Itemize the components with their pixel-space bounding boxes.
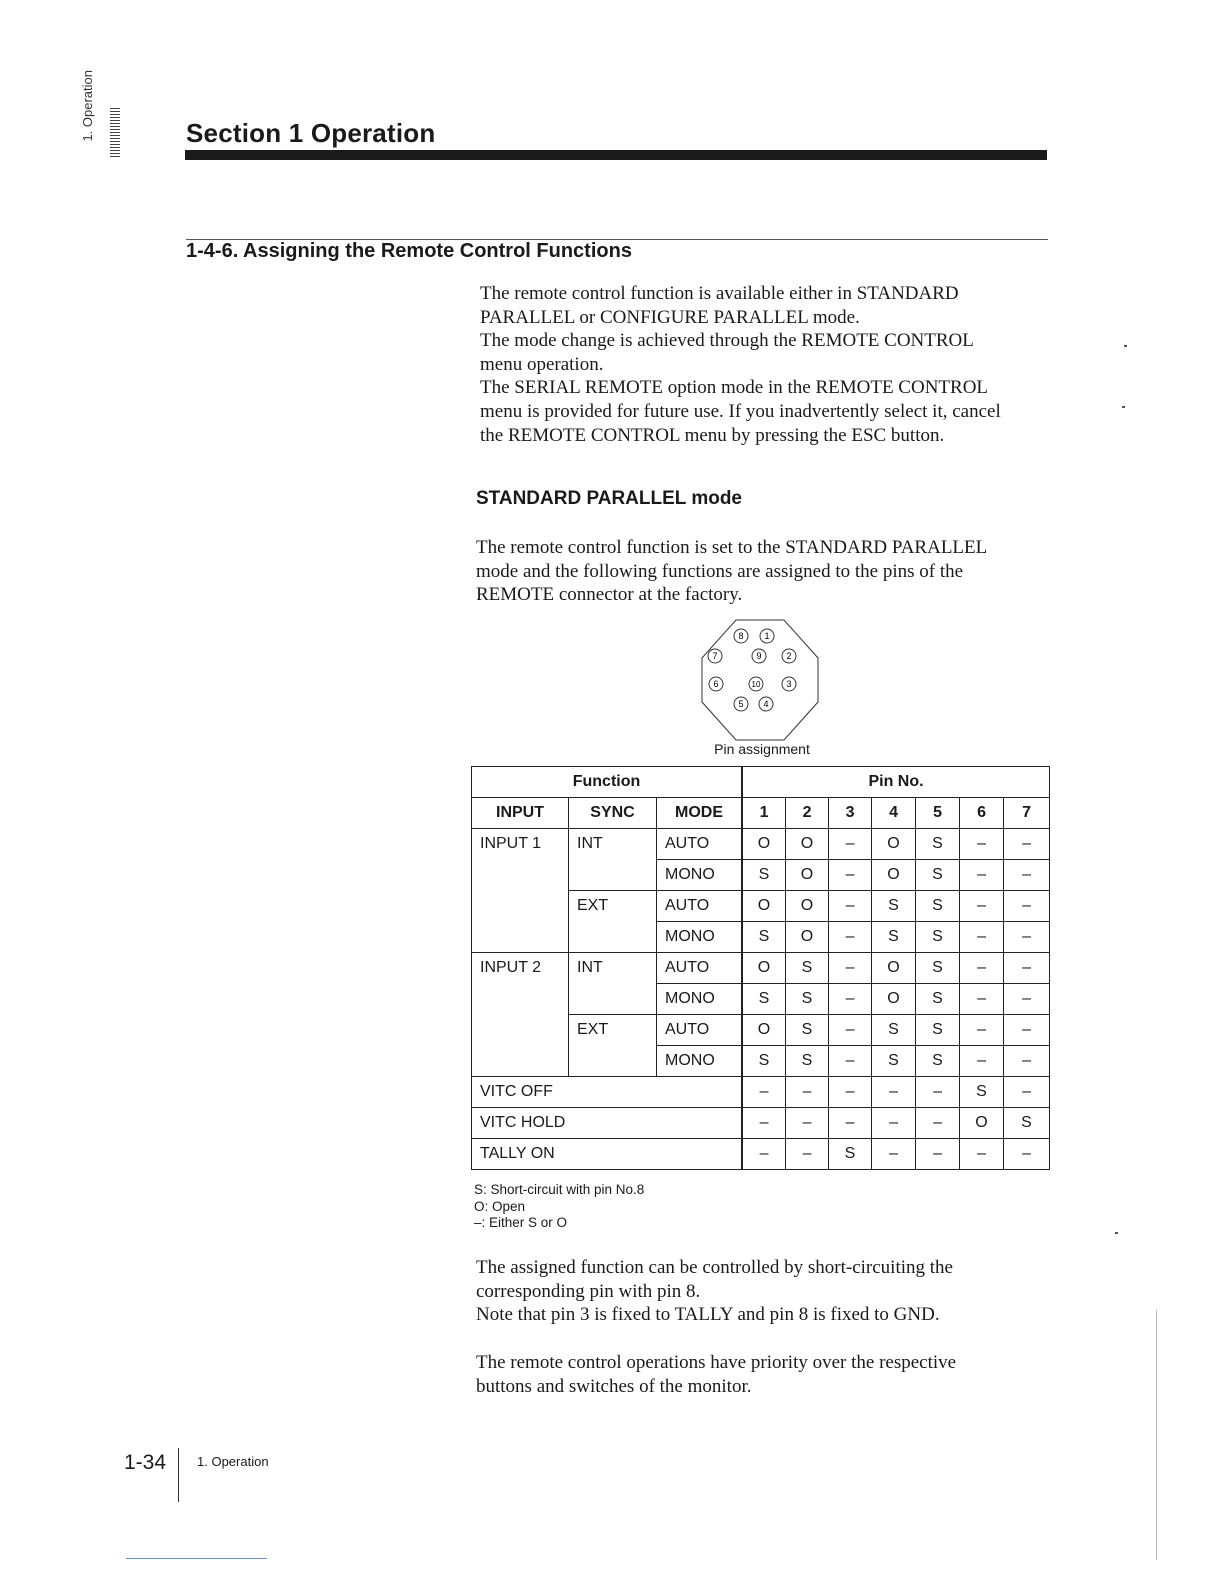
pin-value-cell: – [872,1077,916,1108]
pin-value-cell: S [916,984,960,1015]
connector-pin-4-label: 4 [763,699,769,709]
pin-header: 5 [916,798,960,829]
mode-cell: AUTO [657,1015,742,1046]
text-line: buttons and switches of the monitor. [476,1375,752,1397]
pin-value-cell: S [786,953,829,984]
text-line: menu operation. [480,353,604,375]
legend-item: S: Short-circuit with pin No.8 [474,1182,645,1197]
text-line: menu is provided for future use. If you inadvertently select it, cancel [480,400,1001,422]
sync-header: SYNC [569,798,657,829]
pin-value-cell: – [786,1139,829,1170]
connector-pin-10 [749,677,763,691]
pin-value-cell: O [872,829,916,860]
pin-header: 7 [1004,798,1050,829]
text-line: The remote control function is set to the STANDARD PARALLEL [476,537,988,558]
mode-cell: AUTO [657,891,742,922]
footer-chapter-label: 1. Operation [197,1454,269,1469]
connector-pin-10-label: 10 [751,680,761,689]
pin-value-cell: S [916,922,960,953]
mode-cell: MONO [657,984,742,1015]
pin-value-cell: O [743,829,786,860]
text-line: the REMOTE CONTROL menu by pressing the ESC button. [480,424,945,446]
pin-value-cell: S [786,1015,829,1046]
pin-value-cell: S [916,1015,960,1046]
pin-value-cell: O [786,860,829,891]
pin-assignment-caption: Pin assignment [714,741,810,757]
connector-pin-2 [782,649,796,663]
text-line: Note that pin 3 is fixed to TALLY and pin 8 is fixed to GND. [476,1304,940,1326]
text-line: REMOTE connector at the factory. [476,584,743,606]
pin-value-cell: – [960,922,1004,953]
pin-value-cell: S [1004,1108,1050,1139]
sync-cell: EXT [569,891,657,953]
pin-value-cell: S [916,829,960,860]
pin-value-cell: – [829,891,872,922]
pin-assignment-table [471,766,1050,1170]
pin-value-cell: – [916,1108,960,1139]
pin-value-cell: – [1004,1077,1050,1108]
connector-pin-4 [759,697,773,711]
sync-cell: INT [569,953,657,1015]
pin-value-cell: O [872,953,916,984]
sync-cell: INT [569,829,657,891]
pin-value-cell: – [786,1077,829,1108]
pin-no-group-header: Pin No. [743,767,1050,798]
pin-value-cell: S [916,1046,960,1077]
pin-value-cell: – [1004,891,1050,922]
connector-pin-6 [709,677,723,691]
function-label-cell: VITC OFF [472,1077,742,1108]
pin-value-cell: O [960,1108,1004,1139]
text-line: The assigned function can be controlled by short-circuiting the [476,1257,953,1278]
table-group-header-row [472,767,1050,798]
pin-value-cell: – [1004,1046,1050,1077]
pin-value-cell: O [786,829,829,860]
pin-value-cell: S [743,984,786,1015]
table-row [472,1108,1050,1139]
pin-value-cell: – [1004,922,1050,953]
pin-value-cell: – [1004,829,1050,860]
table-legend [474,1182,644,1232]
pin-value-cell: S [786,1046,829,1077]
pin-value-cell: S [786,984,829,1015]
pin-value-cell: S [872,1046,916,1077]
pin-value-cell: – [829,953,872,984]
input-header: INPUT [472,798,569,829]
pin-value-cell: – [829,984,872,1015]
input-cell: INPUT 2 [472,953,569,1077]
text-line: mode and the following functions are assigned to the pins of the [476,560,964,582]
table-header-row [472,798,1050,829]
remote-connector-diagram [700,618,820,742]
pin-value-cell: – [829,1108,872,1139]
connector-pin-5 [734,697,748,711]
subsection-title: 1-4-6. Assigning the Remote Control Functions [186,240,632,262]
intro-paragraph [480,282,1080,447]
text-line: The SERIAL REMOTE option mode in the REMOTE CONTROL [480,377,989,399]
pin-value-cell: S [916,891,960,922]
table-row [472,1139,1050,1170]
pin-value-cell: – [1004,860,1050,891]
connector-pin-3 [782,677,796,691]
legend-item: O: Open [474,1198,526,1214]
legend-item: –: Either S or O [474,1215,568,1230]
table-row [472,953,1050,984]
pin-value-cell: – [829,860,872,891]
pin-value-cell: – [960,891,1004,922]
pin-value-cell: – [960,860,1004,891]
text-line: PARALLEL or CONFIGURE PARALLEL mode. [480,306,860,328]
pin-value-cell: – [960,1046,1004,1077]
pin-value-cell: – [829,1077,872,1108]
bottom-rule [126,1558,267,1559]
input-cell: INPUT 1 [472,829,569,953]
scan-speck [1122,406,1125,408]
pin-header: 6 [960,798,1004,829]
pin-value-cell: S [872,922,916,953]
pin-value-cell: – [916,1139,960,1170]
section-title: Section 1 Operation [186,118,436,148]
connector-pin-1-label: 1 [764,631,770,641]
pin-value-cell: S [916,860,960,891]
section-bar [185,150,1047,160]
pin-value-cell: S [743,860,786,891]
connector-pin-8-label: 8 [738,631,744,641]
connector-pin-6-label: 6 [713,679,719,689]
text-line: The remote control function is available either in STANDARD [480,283,959,304]
function-group-header: Function [472,767,742,798]
pin-header: 2 [786,798,829,829]
scan-speck [1115,1232,1118,1234]
connector-pin-7 [708,649,722,663]
pin-value-cell: – [1004,953,1050,984]
pin-value-cell: – [960,1015,1004,1046]
connector-pin-2-label: 2 [786,651,792,661]
connector-pin-3-label: 3 [786,679,792,689]
function-label-cell: TALLY ON [472,1139,742,1170]
pin-value-cell: S [743,922,786,953]
pin-value-cell: O [743,1015,786,1046]
pin-value-cell: – [960,1139,1004,1170]
pin-value-cell: O [786,922,829,953]
page-number: 1-34 [124,1451,167,1474]
standard-mode-heading: STANDARD PARALLEL mode [476,488,742,509]
connector-pin-9-label: 9 [756,651,762,661]
pin-value-cell: – [872,1108,916,1139]
text-line: The remote control operations have priority over the respective [476,1352,957,1373]
pin-header: 1 [743,798,786,829]
scan-speck [1124,345,1127,347]
pin-value-cell: S [743,1046,786,1077]
pin-value-cell: S [872,891,916,922]
connector-pin-5-label: 5 [738,699,744,709]
function-label-cell: VITC HOLD [472,1108,742,1139]
priority-note-paragraph [476,1351,1096,1398]
pin-value-cell: – [960,829,1004,860]
sync-cell: EXT [569,1015,657,1077]
pin-value-cell: S [829,1139,872,1170]
pin-value-cell: – [960,953,1004,984]
mode-cell: AUTO [657,953,742,984]
side-tab-label: 1. Operation [80,70,95,142]
standard-mode-paragraph [476,536,1076,607]
text-line: corresponding pin with pin 8. [476,1280,701,1302]
control-note-paragraph [476,1256,1096,1327]
pin-value-cell: O [786,891,829,922]
connector-pin-1 [760,629,774,643]
pin-value-cell: – [786,1108,829,1139]
mode-cell: MONO [657,860,742,891]
pin-value-cell: – [743,1108,786,1139]
pin-value-cell: – [1004,1139,1050,1170]
pin-header: 4 [872,798,916,829]
mode-cell: MONO [657,922,742,953]
pin-value-cell: – [829,1015,872,1046]
table-row [472,829,1050,860]
pin-value-cell: – [1004,1015,1050,1046]
pin-value-cell: O [872,984,916,1015]
pin-value-cell: – [743,1139,786,1170]
scan-edge-line [1156,1310,1157,1560]
text-line: The mode change is achieved through the REMOTE CONTROL [480,330,974,352]
pin-value-cell: – [960,984,1004,1015]
pin-value-cell: – [829,1046,872,1077]
pin-value-cell: – [829,922,872,953]
pin-value-cell: O [743,953,786,984]
pin-value-cell: – [872,1139,916,1170]
connector-pin-9 [752,649,766,663]
connector-pin-7-label: 7 [712,651,718,661]
side-tab-marks [110,108,120,158]
mode-header: MODE [657,798,742,829]
pin-value-cell: S [960,1077,1004,1108]
pin-value-cell: O [743,891,786,922]
pin-value-cell: S [872,1015,916,1046]
mode-cell: MONO [657,1046,742,1077]
pin-value-cell: O [872,860,916,891]
pin-header: 3 [829,798,872,829]
pin-value-cell: – [743,1077,786,1108]
table-row [472,1077,1050,1108]
pin-value-cell: – [916,1077,960,1108]
pin-value-cell: – [829,829,872,860]
connector-pin-8 [734,629,748,643]
pin-value-cell: S [916,953,960,984]
pin-value-cell: – [1004,984,1050,1015]
mode-cell: AUTO [657,829,742,860]
footer-divider [178,1448,179,1502]
